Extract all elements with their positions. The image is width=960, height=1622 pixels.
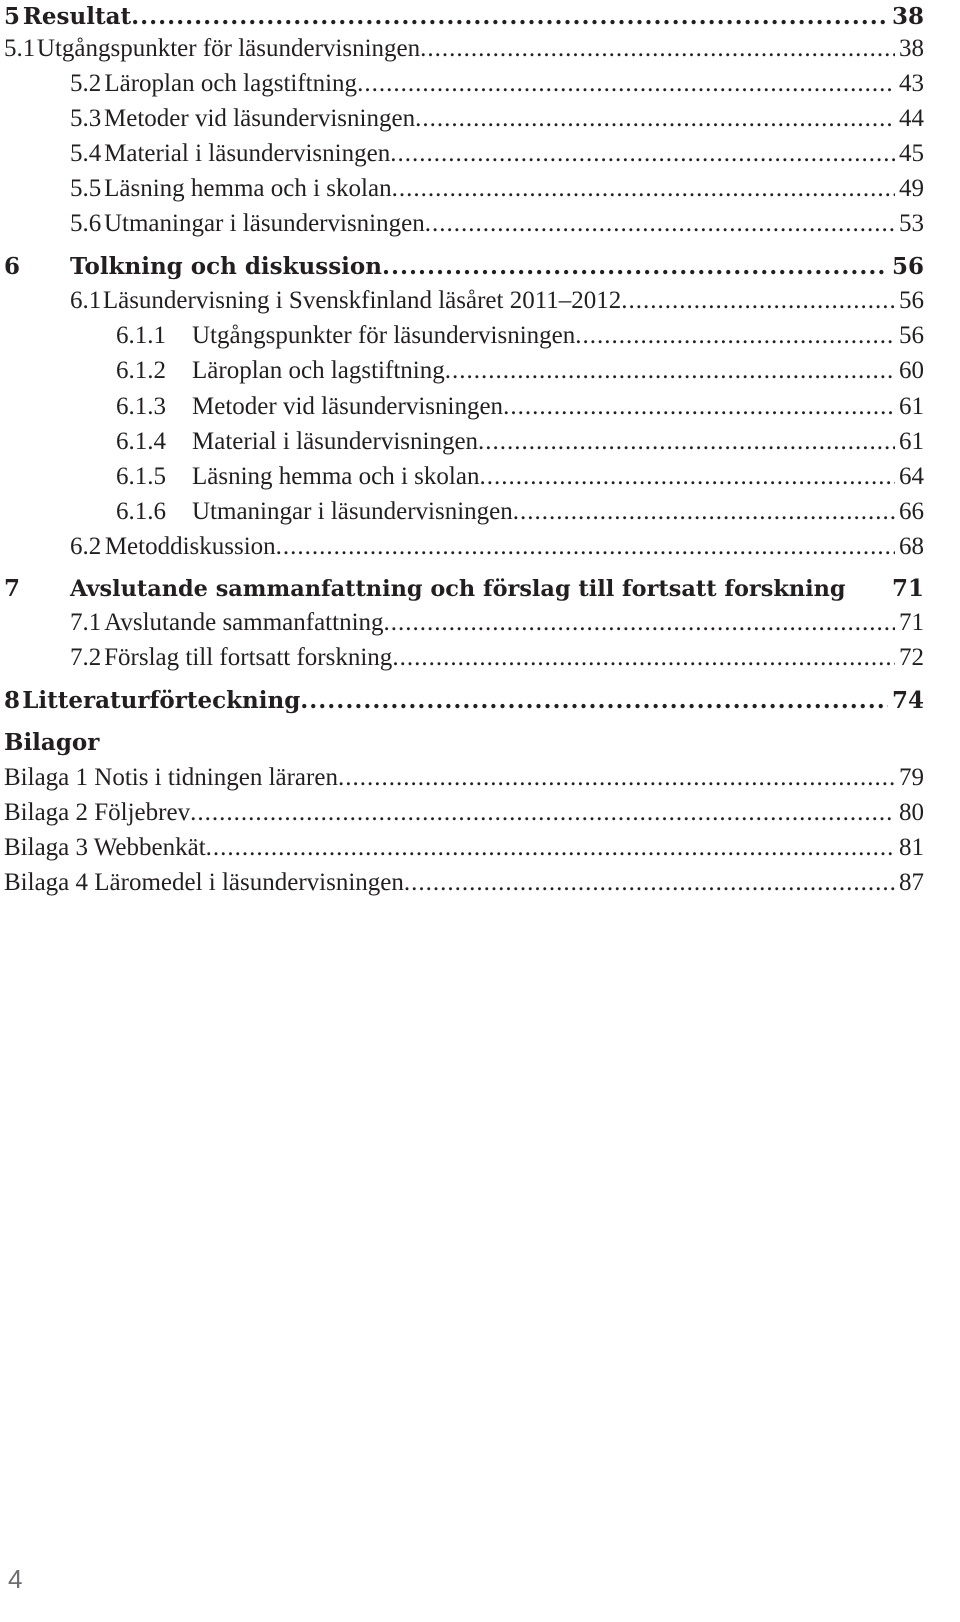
toc-page-number: 56 xyxy=(891,253,924,280)
toc-entry-5-3 xyxy=(70,102,924,136)
toc-leader-dots xyxy=(621,284,895,318)
toc-leader-dots xyxy=(445,354,895,388)
toc-number: 8 xyxy=(4,687,21,714)
toc-title: Läsundervisning i Svenskfinland läsåret 2011–2012 xyxy=(102,287,622,314)
toc-page-number: 43 xyxy=(899,70,924,97)
toc-entry-bilaga-3 xyxy=(4,831,924,865)
toc-title: Utmaningar i läsundervisningen xyxy=(103,210,425,237)
toc-number: 6.1.3 xyxy=(116,393,166,420)
toc-title: Utmaningar i läsundervisningen xyxy=(192,498,513,525)
toc-title: Resultat xyxy=(22,3,132,30)
toc-title: Förslag till fortsatt forskning xyxy=(104,644,393,671)
toc-number: 5.2 xyxy=(70,70,102,97)
toc-entry-7-2 xyxy=(70,641,924,675)
toc-page-number: 74 xyxy=(891,687,924,714)
toc-title: Utgångspunkter för läsundervisningen xyxy=(36,35,421,62)
toc-entry-6-1-3 xyxy=(116,390,924,424)
page-number: 4 xyxy=(8,1564,23,1594)
toc-title: Bilagor xyxy=(4,729,100,756)
toc-title: Läsning hemma och i skolan xyxy=(104,175,392,202)
toc-page-number: 45 xyxy=(899,140,924,167)
toc-leader-dots xyxy=(384,606,895,640)
toc-leader-dots xyxy=(338,761,895,795)
toc-number: 5.5 xyxy=(70,175,102,202)
toc-number: 5 xyxy=(4,3,21,30)
toc-number: 5.3 xyxy=(70,105,102,132)
toc-leader-dots xyxy=(513,495,895,529)
toc-page-number: 72 xyxy=(899,644,924,671)
toc-title: Tolkning och diskussion xyxy=(70,253,382,280)
toc-title: Utgångspunkter för läsundervisningen xyxy=(192,322,576,349)
toc-entry-8 xyxy=(4,684,924,718)
toc-title: Avslutande sammanfattning xyxy=(104,609,384,636)
toc-entry-6-1-1 xyxy=(116,319,924,353)
toc-page-number: 44 xyxy=(899,105,924,132)
toc-leader-dots xyxy=(420,32,895,66)
toc-entry-5-1 xyxy=(4,32,924,66)
toc-entry-5-2 xyxy=(70,67,924,101)
toc-page-number: 56 xyxy=(899,287,924,314)
toc-number: 6.1.6 xyxy=(116,498,166,525)
toc-number: 7 xyxy=(4,575,21,602)
toc-entry-5-4 xyxy=(70,137,924,171)
toc-title: Metoder vid läsundervisningen xyxy=(104,105,416,132)
toc-leader-dots xyxy=(575,319,895,353)
toc-page-number: 56 xyxy=(899,322,924,349)
toc-title: Bilaga 2 Följebrev xyxy=(4,799,191,826)
toc-number: 6.1.1 xyxy=(116,322,166,349)
toc-title: Bilaga 1 Notis i tidningen läraren xyxy=(4,764,338,791)
toc-leader-dots xyxy=(206,831,895,865)
toc-entry-7-1 xyxy=(70,606,924,640)
toc-entry-bilaga-2 xyxy=(4,796,924,830)
toc-leader-dots xyxy=(415,102,895,136)
toc-page-number: 49 xyxy=(899,175,924,202)
toc-title: Material i läsundervisningen xyxy=(104,140,391,167)
toc-page-number: 71 xyxy=(899,609,924,636)
toc-number: 7.2 xyxy=(70,644,102,671)
toc-page-number: 61 xyxy=(899,393,924,420)
toc-title: Metoddiskussion xyxy=(104,533,276,560)
toc-entry-7 xyxy=(4,572,924,606)
toc-leader-dots xyxy=(425,207,895,241)
toc-number: 7.1 xyxy=(70,609,102,636)
toc-title: Material i läsundervisningen xyxy=(192,428,479,455)
toc-title: Avslutande sammanfattning och förslag till fortsatt forskning xyxy=(70,576,846,602)
toc-leader-dots xyxy=(276,530,895,564)
toc-page-number: 87 xyxy=(899,869,924,896)
toc-leader-dots xyxy=(404,866,895,900)
toc-number: 5.6 xyxy=(70,210,102,237)
toc-leader-dots xyxy=(300,684,888,718)
toc-leader-dots xyxy=(478,425,895,459)
toc-page-number: 64 xyxy=(899,463,924,490)
toc-number: 5.4 xyxy=(70,140,102,167)
toc-page-number: 68 xyxy=(899,533,924,560)
toc-leader-dots xyxy=(479,460,895,494)
toc-page-number: 80 xyxy=(899,799,924,826)
toc-page-number: 79 xyxy=(899,764,924,791)
toc-entry-5-6 xyxy=(70,207,924,241)
toc-title: Bilaga 3 Webbenkät xyxy=(4,834,206,861)
toc-title: Läroplan och lagstiftning xyxy=(104,70,358,97)
toc-number: 6.2 xyxy=(70,533,102,560)
toc-entry-6-1-4 xyxy=(116,425,924,459)
toc-leader-dots xyxy=(357,67,895,101)
toc-number: 5.1 xyxy=(4,35,36,62)
toc-leader-dots xyxy=(503,390,895,424)
toc-entry-bilaga-4 xyxy=(4,866,924,900)
toc-page-number: 71 xyxy=(891,575,924,602)
toc-page-number: 38 xyxy=(899,35,924,62)
toc-page-number: 60 xyxy=(899,357,924,384)
toc-page-number: 61 xyxy=(899,428,924,455)
toc-heading-bilagor xyxy=(4,726,924,760)
toc-entry-6-1-5 xyxy=(116,460,924,494)
toc-number: 6.1.2 xyxy=(116,357,166,384)
toc-title: Läsning hemma och i skolan xyxy=(192,463,480,490)
toc-entry-5-5 xyxy=(70,172,924,206)
toc-entry-6-1 xyxy=(70,284,924,318)
toc-title: Bilaga 4 Läromedel i läsundervisningen xyxy=(4,869,404,896)
toc-entry-6 xyxy=(4,250,924,284)
toc-title: Läroplan och lagstiftning xyxy=(192,357,445,384)
toc-page-number: 38 xyxy=(891,3,924,30)
toc-leader-dots xyxy=(390,137,895,171)
toc-number: 6 xyxy=(4,253,21,280)
toc-leader-dots xyxy=(392,641,895,675)
toc-number: 6.1.4 xyxy=(116,428,166,455)
toc-entry-6-1-6 xyxy=(116,495,924,529)
toc-number: 6.1 xyxy=(70,287,102,314)
toc-title: Litteraturförteckning xyxy=(22,687,301,714)
toc-entry-5 xyxy=(4,0,924,34)
toc-page-number: 81 xyxy=(899,834,924,861)
toc-entry-bilaga-1 xyxy=(4,761,924,795)
toc-title: Metoder vid läsundervisningen xyxy=(192,393,504,420)
toc-page-number: 53 xyxy=(899,210,924,237)
toc-leader-dots xyxy=(131,0,888,34)
toc-entry-6-1-2 xyxy=(116,354,924,388)
toc-leader-dots xyxy=(190,796,895,830)
toc-number: 6.1.5 xyxy=(116,463,166,490)
toc-leader-dots xyxy=(382,250,888,284)
toc-leader-dots xyxy=(392,172,895,206)
toc-entry-6-2 xyxy=(70,530,924,564)
toc-page-number: 66 xyxy=(899,498,924,525)
